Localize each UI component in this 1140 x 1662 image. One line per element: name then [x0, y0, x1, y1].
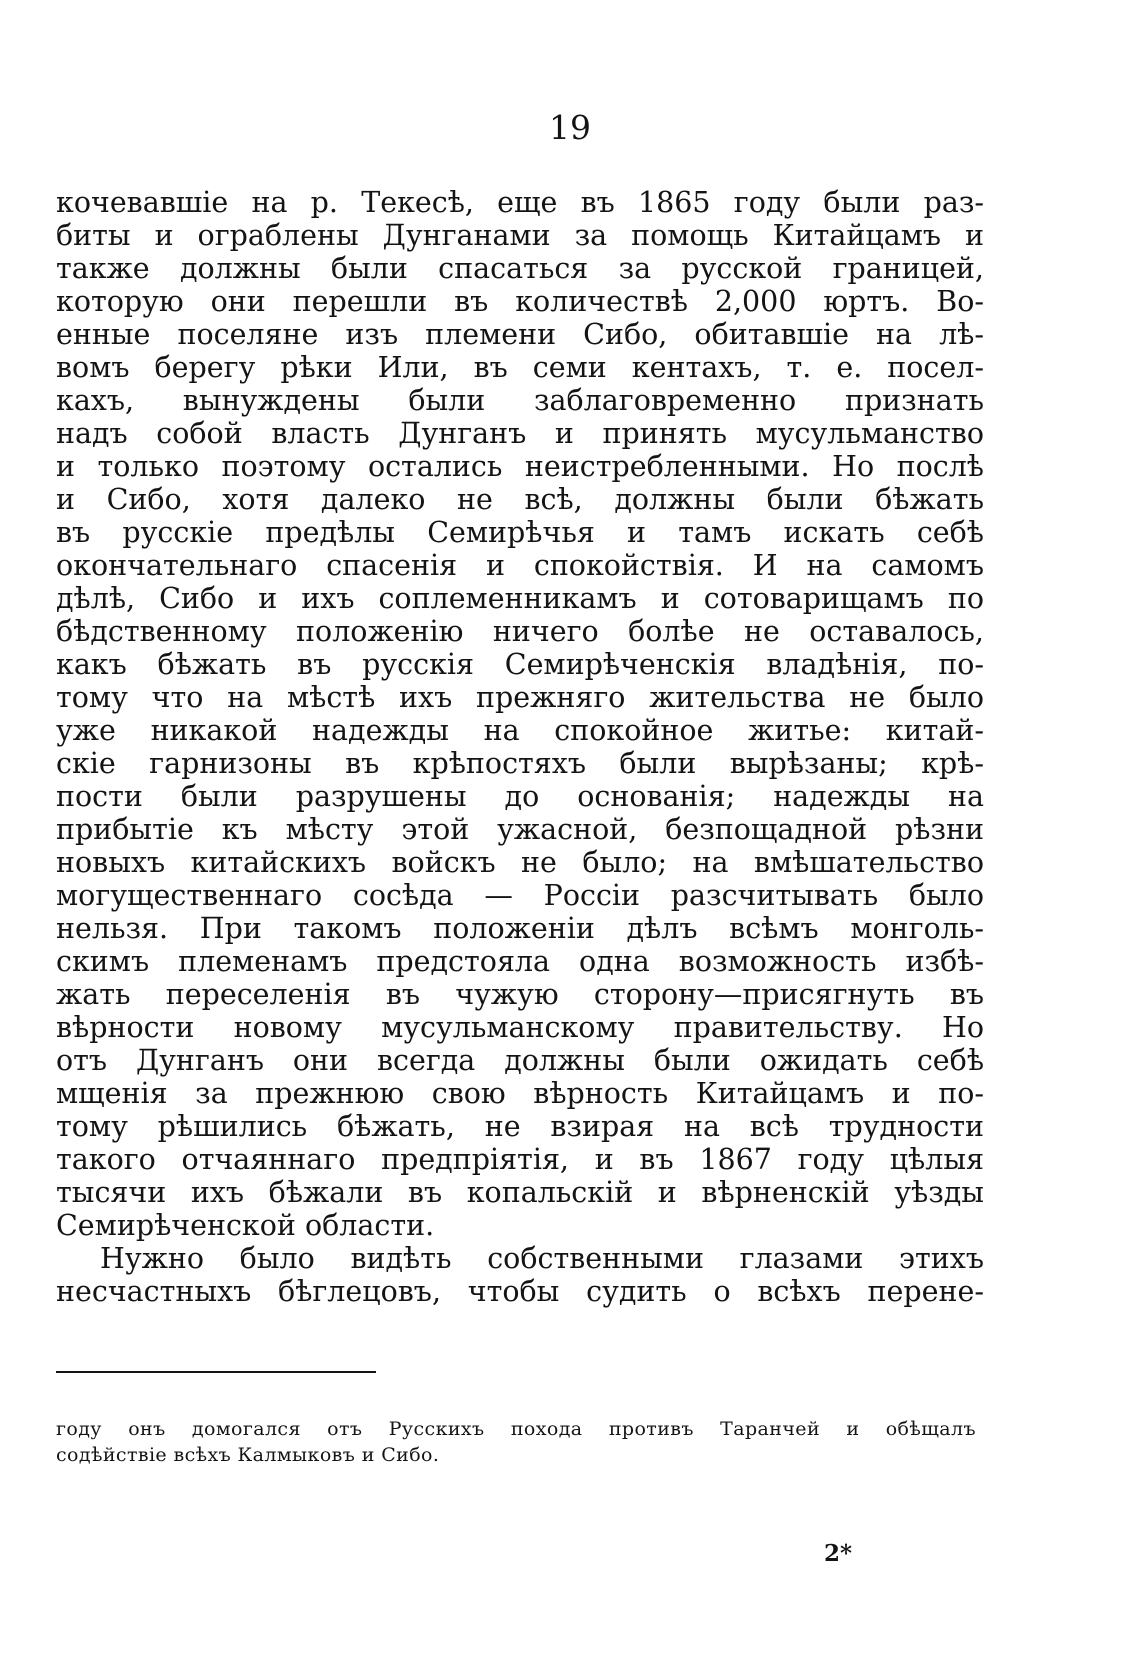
text-line: вѣрности новому мусульманскому правительству. Но	[56, 1011, 984, 1044]
text-line: Семирѣченской области.	[56, 1209, 435, 1242]
text-line: несчастныхъ бѣглецовъ, чтобы судить о всѣхъ перене-	[56, 1275, 984, 1308]
text-line: кочевавшіе на р. Текесѣ, еще въ 1865 году были раз-	[56, 186, 984, 219]
text-line: скіе гарнизоны въ крѣпостяхъ были вырѣзаны; крѣ-	[56, 747, 984, 780]
text-line: дѣлѣ, Сибо и ихъ соплеменникамъ и сотоварищамъ по	[56, 582, 984, 615]
main-text	[56, 186, 984, 1308]
text-line: кахъ, вынуждены были заблаговременно признать	[56, 384, 984, 417]
text-line: надъ собой власть Дунганъ и принять мусульманство	[56, 417, 984, 450]
text-line: Нужно было видѣть собственными глазами этихъ	[100, 1242, 984, 1275]
footnote-line: содѣйствіе всѣхъ Калмыковъ и Сибо.	[56, 1444, 440, 1466]
page-number: 19	[549, 108, 591, 147]
text-line: окончательнаго спасенія и спокойствія. И на самомъ	[56, 549, 984, 582]
text-line: и только поэтому остались неистребленными. Но послѣ	[56, 450, 984, 483]
text-line: тому рѣшились бѣжать, не взирая на всѣ трудности	[56, 1110, 984, 1143]
footnote	[56, 1416, 976, 1468]
text-line: какъ бѣжать въ русскія Семирѣченскія владѣнія, по-	[56, 648, 984, 681]
text-line: скимъ племенамъ предстояла одна возможность избѣ-	[56, 945, 984, 978]
text-line: также должны были спасаться за русской границей,	[56, 252, 984, 285]
text-line: тому что на мѣстѣ ихъ прежняго жительства не было	[56, 681, 984, 714]
footnote-line: году онъ домогался отъ Русскихъ похода противъ Таранчей и обѣщалъ	[56, 1418, 976, 1440]
text-line: бѣдственному положенію ничего болѣе не оставалось,	[56, 615, 984, 648]
text-line: которую они перешли въ количествѣ 2,000 юртъ. Во-	[56, 285, 984, 318]
text-line: уже никакой надежды на спокойное житье: китай-	[56, 714, 984, 747]
text-line: тысячи ихъ бѣжали въ копальскій и вѣрненскій уѣзды	[56, 1176, 984, 1209]
text-line: и Сибо, хотя далеко не всѣ, должны были бѣжать	[56, 483, 984, 516]
text-line: биты и ограблены Дунганами за помощь Китайцамъ и	[56, 219, 984, 252]
text-line: отъ Дунганъ они всегда должны были ожидать себѣ	[56, 1044, 984, 1077]
text-line: прибытіе къ мѣсту этой ужасной, безпощадной рѣзни	[56, 813, 984, 846]
text-line: такого отчаяннаго предпріятія, и въ 1867 году цѣлыя	[56, 1143, 984, 1176]
text-line: вомъ берегу рѣки Или, въ семи кентахъ, т. е. посел-	[56, 351, 984, 384]
signature-mark: 2*	[824, 1540, 853, 1567]
text-line: новыхъ китайскихъ войскъ не было; на вмѣшательство	[56, 846, 984, 879]
text-line: енные поселяне изъ племени Сибо, обитавшіе на лѣ-	[56, 318, 984, 351]
text-line: пости были разрушены до основанія; надежды на	[56, 780, 984, 813]
text-line: могущественнаго сосѣда — Россіи разсчитывать было	[56, 879, 984, 912]
footnote-divider	[56, 1371, 376, 1373]
text-line: жать переселенія въ чужую сторону—присягнуть въ	[56, 978, 984, 1011]
text-line: нельзя. При такомъ положеніи дѣлъ всѣмъ монголь-	[56, 912, 984, 945]
text-line: мщенія за прежнюю свою вѣрность Китайцамъ и по-	[56, 1077, 984, 1110]
text-line: въ русскіе предѣлы Семирѣчья и тамъ искать себѣ	[56, 516, 984, 549]
